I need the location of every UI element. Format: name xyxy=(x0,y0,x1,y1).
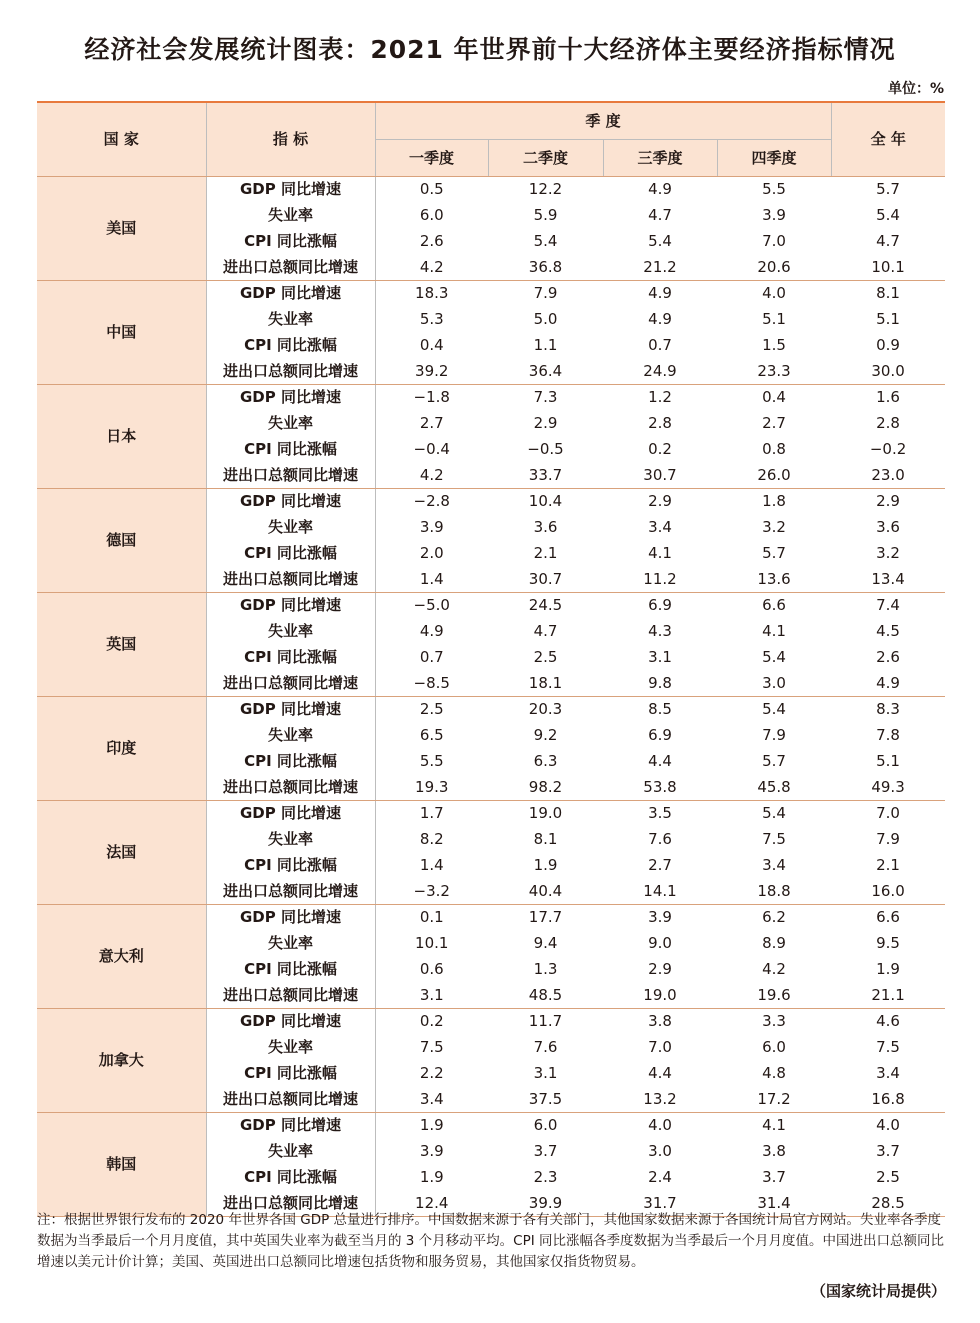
value-cell: 30.0 xyxy=(831,358,945,384)
value-cell: 3.4 xyxy=(375,1086,488,1112)
indicator-label: 失业率 xyxy=(206,931,375,957)
indicator-label: GDP 同比增速 xyxy=(206,697,375,723)
indicator-label: 失业率 xyxy=(206,515,375,541)
value-cell: 2.7 xyxy=(419,414,444,433)
value-cell: 7.5 xyxy=(876,1038,900,1057)
value-cell: 2.5 xyxy=(876,1167,900,1186)
value-cell: 4.8 xyxy=(762,1063,786,1082)
value-cell: 5.7 xyxy=(876,180,900,199)
value-cell: 10.1 xyxy=(415,934,449,953)
indicator-label: 进出口总额同比增速 xyxy=(206,1190,375,1216)
indicator-label: CPI 同比涨幅 xyxy=(206,957,375,983)
value-cell: 2.9 xyxy=(533,414,558,433)
indicator-label: 失业率 xyxy=(206,203,375,229)
value-cell: 2.2 xyxy=(419,1063,444,1082)
value-cell: 1.9 xyxy=(533,855,558,874)
value-cell: 4.9 xyxy=(419,622,444,641)
value-cell: 2.9 xyxy=(648,492,672,511)
header-q1: 一季度 xyxy=(375,140,488,177)
value-cell: 7.9 xyxy=(762,726,786,745)
value-cell: 4.2 xyxy=(762,959,786,978)
value-cell: 7.0 xyxy=(648,1038,672,1057)
value-cell: 4.0 xyxy=(876,1116,900,1135)
value-cell: 5.4 xyxy=(762,647,786,666)
value-cell: 39.9 xyxy=(488,1190,603,1216)
table-row xyxy=(37,489,945,515)
indicator-label: 失业率 xyxy=(206,307,375,333)
value-cell: 9.2 xyxy=(533,726,558,745)
value-cell: 6.0 xyxy=(419,206,444,225)
country-name: 英国 xyxy=(37,593,206,697)
value-cell: 4.1 xyxy=(648,543,672,562)
value-cell: 23.3 xyxy=(717,358,831,384)
value-cell: −0.2 xyxy=(869,439,907,458)
indicator-label: CPI 同比涨幅 xyxy=(206,645,375,671)
value-cell: 20.6 xyxy=(717,254,831,280)
value-cell: 16.8 xyxy=(831,1086,945,1112)
indicator-label: GDP 同比增速 xyxy=(206,905,375,931)
value-cell: 7.3 xyxy=(533,388,558,407)
value-cell: 5.1 xyxy=(762,310,786,329)
value-cell: 1.7 xyxy=(419,804,444,823)
value-cell: 1.8 xyxy=(762,492,786,511)
value-cell: 17.2 xyxy=(717,1086,831,1112)
value-cell: 4.1 xyxy=(762,622,786,641)
value-cell: −3.2 xyxy=(375,878,488,904)
value-cell: 3.3 xyxy=(762,1012,786,1031)
value-cell: 13.4 xyxy=(831,566,945,592)
value-cell: 4.6 xyxy=(876,1012,900,1031)
indicator-label: 进出口总额同比增速 xyxy=(206,566,375,592)
value-cell: 0.4 xyxy=(762,388,786,407)
value-cell: 30.7 xyxy=(603,462,717,488)
value-cell: 2.5 xyxy=(533,647,558,666)
indicator-label: CPI 同比涨幅 xyxy=(206,541,375,567)
indicator-label: 失业率 xyxy=(206,1139,375,1165)
value-cell: 2.9 xyxy=(648,959,672,978)
value-cell: 0.2 xyxy=(648,439,672,458)
value-cell: 1.6 xyxy=(876,388,900,407)
country-name: 印度 xyxy=(37,697,206,801)
value-cell: 6.3 xyxy=(533,751,558,770)
value-cell: 1.4 xyxy=(419,855,444,874)
value-cell: 0.6 xyxy=(419,959,444,978)
value-cell: 8.5 xyxy=(648,700,672,719)
value-cell: 11.2 xyxy=(603,566,717,592)
value-cell: 3.0 xyxy=(717,670,831,696)
value-cell: 8.1 xyxy=(876,284,900,303)
header-indicator: 指 标 xyxy=(206,102,375,177)
value-cell: 7.4 xyxy=(876,596,900,615)
value-cell: 2.0 xyxy=(419,543,444,562)
value-cell: 26.0 xyxy=(717,462,831,488)
value-cell: 5.9 xyxy=(533,206,558,225)
value-cell: 9.0 xyxy=(648,934,672,953)
value-cell: 2.7 xyxy=(648,855,672,874)
value-cell: 3.1 xyxy=(648,647,672,666)
indicator-label: GDP 同比增速 xyxy=(206,1009,375,1035)
country-name: 德国 xyxy=(37,489,206,593)
value-cell: 20.3 xyxy=(528,700,563,719)
value-cell: 8.9 xyxy=(762,934,786,953)
value-cell: −8.5 xyxy=(375,670,488,696)
value-cell: 4.5 xyxy=(876,622,900,641)
table-row xyxy=(37,801,945,827)
indicator-label: GDP 同比增速 xyxy=(206,489,375,515)
value-cell: 18.3 xyxy=(415,284,449,303)
value-cell: 5.4 xyxy=(762,804,786,823)
value-cell: 21.2 xyxy=(603,254,717,280)
value-cell: 2.4 xyxy=(648,1167,672,1186)
value-cell: 8.3 xyxy=(876,700,900,719)
source-credit: （国家统计局提供） xyxy=(810,1282,946,1300)
value-cell: 18.8 xyxy=(717,878,831,904)
value-cell: 21.1 xyxy=(831,982,945,1008)
value-cell: 3.4 xyxy=(648,518,672,537)
indicator-label: GDP 同比增速 xyxy=(206,177,375,203)
value-cell: 9.5 xyxy=(876,934,900,953)
indicator-label: GDP 同比增速 xyxy=(206,801,375,827)
value-cell: 5.5 xyxy=(762,180,786,199)
value-cell: −2.8 xyxy=(413,492,450,511)
table-row xyxy=(37,697,945,723)
value-cell: 12.4 xyxy=(375,1190,488,1216)
footnote: 注：根据世界银行发布的 2020 年世界各国 GDP 总量进行排序。中国数据来源于各有关部门，其他国家数据来源于各国统计局官方网站。失业率各季度数据为当季最后一个月月度值，其中英国失业率为截至当月的 3 个月移动平均。CPI 同比涨幅各季度数据为当季最后一个月月度值。中国进出口总额同比增速以美元计价计算；美国、英国进出口总额同比增速包括货物和服务贸易，其他国家仅指货物贸易。 xyxy=(37,1212,945,1270)
country-name: 中国 xyxy=(37,281,206,385)
country-name: 韩国 xyxy=(37,1113,206,1217)
value-cell: 6.9 xyxy=(648,726,672,745)
value-cell: 3.5 xyxy=(648,804,672,823)
value-cell: 3.2 xyxy=(762,518,786,537)
table-row xyxy=(37,385,945,411)
value-cell: 7.6 xyxy=(648,830,672,849)
value-cell: 4.2 xyxy=(375,254,488,280)
value-cell: 8.1 xyxy=(533,830,558,849)
value-cell: 5.0 xyxy=(533,310,558,329)
value-cell: 19.0 xyxy=(603,982,717,1008)
header-q4: 四季度 xyxy=(717,140,831,177)
value-cell: 4.0 xyxy=(648,1116,672,1135)
value-cell: 4.7 xyxy=(876,231,900,250)
indicator-label: GDP 同比增速 xyxy=(206,593,375,619)
table-row xyxy=(37,905,945,931)
value-cell: 1.3 xyxy=(533,959,558,978)
indicator-label: 进出口总额同比增速 xyxy=(206,358,375,384)
value-cell: 6.0 xyxy=(762,1038,786,1057)
value-cell: 8.2 xyxy=(419,830,444,849)
value-cell: 1.4 xyxy=(375,566,488,592)
value-cell: 6.6 xyxy=(762,596,786,615)
value-cell: 2.8 xyxy=(876,414,900,433)
header-quarter-group: 季 度 xyxy=(375,102,831,140)
value-cell: 28.5 xyxy=(831,1190,945,1216)
table-row xyxy=(37,281,945,307)
value-cell: 4.4 xyxy=(648,751,672,770)
value-cell: 4.3 xyxy=(648,622,672,641)
indicator-label: CPI 同比涨幅 xyxy=(206,333,375,359)
value-cell: 2.7 xyxy=(762,414,786,433)
value-cell: 30.7 xyxy=(488,566,603,592)
country-name: 加拿大 xyxy=(37,1009,206,1113)
value-cell: 4.2 xyxy=(375,462,488,488)
indicator-table xyxy=(37,101,945,1217)
value-cell: 0.7 xyxy=(648,335,672,354)
value-cell: 6.5 xyxy=(419,726,444,745)
unit-label: 单位：% xyxy=(887,81,944,97)
value-cell: 2.3 xyxy=(533,1167,558,1186)
value-cell: 4.9 xyxy=(648,180,672,199)
value-cell: 3.4 xyxy=(876,1063,900,1082)
indicator-label: CPI 同比涨幅 xyxy=(206,1061,375,1087)
indicator-label: 进出口总额同比增速 xyxy=(206,774,375,800)
value-cell: 2.1 xyxy=(876,855,900,874)
value-cell: 0.8 xyxy=(762,439,786,458)
value-cell: 4.1 xyxy=(762,1116,786,1135)
indicator-label: 失业率 xyxy=(206,411,375,437)
value-cell: 98.2 xyxy=(488,774,603,800)
value-cell: 0.1 xyxy=(419,908,444,927)
indicator-label: CPI 同比涨幅 xyxy=(206,1165,375,1191)
value-cell: −5.0 xyxy=(413,596,450,615)
value-cell: 3.8 xyxy=(648,1012,672,1031)
value-cell: 5.7 xyxy=(762,751,786,770)
value-cell: 19.0 xyxy=(528,804,563,823)
value-cell: 1.2 xyxy=(648,388,672,407)
value-cell: 3.9 xyxy=(648,908,672,927)
country-name: 法国 xyxy=(37,801,206,905)
indicator-label: GDP 同比增速 xyxy=(206,281,375,307)
value-cell: 13.2 xyxy=(603,1086,717,1112)
value-cell: −1.8 xyxy=(413,388,450,407)
value-cell: 3.8 xyxy=(762,1142,786,1161)
value-cell: 37.5 xyxy=(488,1086,603,1112)
value-cell: 49.3 xyxy=(831,774,945,800)
indicator-label: 失业率 xyxy=(206,723,375,749)
value-cell: 7.9 xyxy=(533,284,558,303)
value-cell: 31.4 xyxy=(717,1190,831,1216)
value-cell: 0.2 xyxy=(419,1012,444,1031)
value-cell: 39.2 xyxy=(375,358,488,384)
indicator-label: CPI 同比涨幅 xyxy=(206,853,375,879)
value-cell: 45.8 xyxy=(717,774,831,800)
value-cell: 3.9 xyxy=(762,206,786,225)
value-cell: 7.8 xyxy=(876,726,900,745)
value-cell: 5.4 xyxy=(876,206,900,225)
table-body xyxy=(37,177,945,1217)
value-cell: 40.4 xyxy=(488,878,603,904)
value-cell: 3.1 xyxy=(533,1063,558,1082)
value-cell: 33.7 xyxy=(488,462,603,488)
value-cell: 4.9 xyxy=(831,670,945,696)
value-cell: 4.0 xyxy=(762,284,786,303)
value-cell: 5.4 xyxy=(648,231,672,250)
value-cell: 3.6 xyxy=(533,518,558,537)
table-row xyxy=(37,1113,945,1139)
table-row xyxy=(37,1009,945,1035)
value-cell: 6.6 xyxy=(876,908,900,927)
value-cell: 1.9 xyxy=(419,1167,444,1186)
header-q2: 二季度 xyxy=(488,140,603,177)
value-cell: 3.2 xyxy=(876,543,900,562)
value-cell: 36.4 xyxy=(488,358,603,384)
indicator-label: CPI 同比涨幅 xyxy=(206,229,375,255)
value-cell: 2.5 xyxy=(419,700,444,719)
indicator-label: 失业率 xyxy=(206,1035,375,1061)
value-cell: 2.8 xyxy=(648,414,672,433)
value-cell: 7.9 xyxy=(876,830,900,849)
value-cell: 0.9 xyxy=(876,335,900,354)
value-cell: 7.5 xyxy=(762,830,786,849)
value-cell: 3.7 xyxy=(876,1142,900,1161)
value-cell: 12.2 xyxy=(528,180,563,199)
value-cell: 4.9 xyxy=(648,284,672,303)
value-cell: 48.5 xyxy=(488,982,603,1008)
value-cell: 1.9 xyxy=(419,1116,444,1135)
value-cell: 2.6 xyxy=(876,647,900,666)
value-cell: 3.9 xyxy=(419,1142,444,1161)
indicator-label: 进出口总额同比增速 xyxy=(206,670,375,696)
indicator-label: 进出口总额同比增速 xyxy=(206,462,375,488)
value-cell: 14.1 xyxy=(603,878,717,904)
header-country: 国 家 xyxy=(37,102,206,177)
country-name: 意大利 xyxy=(37,905,206,1009)
value-cell: 24.5 xyxy=(528,596,563,615)
value-cell: 7.6 xyxy=(533,1038,558,1057)
indicator-label: 进出口总额同比增速 xyxy=(206,878,375,904)
country-name: 日本 xyxy=(37,385,206,489)
value-cell: 0.5 xyxy=(419,180,444,199)
value-cell: 19.3 xyxy=(375,774,488,800)
value-cell: 1.9 xyxy=(876,959,900,978)
page-title: 经济社会发展统计图表：2021 年世界前十大经济体主要经济指标情况 xyxy=(84,35,896,64)
value-cell: 5.3 xyxy=(419,310,444,329)
indicator-label: 失业率 xyxy=(206,619,375,645)
table-row xyxy=(37,177,945,203)
value-cell: 2.6 xyxy=(419,231,444,250)
value-cell: 4.7 xyxy=(533,622,558,641)
value-cell: 3.9 xyxy=(419,518,444,537)
value-cell: 24.9 xyxy=(603,358,717,384)
value-cell: 3.1 xyxy=(375,982,488,1008)
value-cell: 3.7 xyxy=(533,1142,558,1161)
value-cell: 4.7 xyxy=(648,206,672,225)
value-cell: 5.5 xyxy=(419,751,444,770)
value-cell: 18.1 xyxy=(488,670,603,696)
value-cell: 16.0 xyxy=(831,878,945,904)
value-cell: 5.7 xyxy=(762,543,786,562)
value-cell: 5.4 xyxy=(762,700,786,719)
value-cell: 4.4 xyxy=(648,1063,672,1082)
indicator-label: 进出口总额同比增速 xyxy=(206,254,375,280)
indicator-label: CPI 同比涨幅 xyxy=(206,749,375,775)
value-cell: 1.5 xyxy=(762,335,786,354)
value-cell: 9.8 xyxy=(603,670,717,696)
value-cell: 11.7 xyxy=(528,1012,563,1031)
value-cell: 7.0 xyxy=(762,231,786,250)
value-cell: 3.6 xyxy=(876,518,900,537)
indicator-label: CPI 同比涨幅 xyxy=(206,437,375,463)
value-cell: 7.0 xyxy=(876,804,900,823)
value-cell: 5.1 xyxy=(876,310,900,329)
value-cell: −0.5 xyxy=(527,439,564,458)
value-cell: 23.0 xyxy=(831,462,945,488)
header-year: 全 年 xyxy=(831,102,945,177)
value-cell: 31.7 xyxy=(603,1190,717,1216)
value-cell: 0.4 xyxy=(419,335,444,354)
value-cell: 19.6 xyxy=(717,982,831,1008)
value-cell: 17.7 xyxy=(528,908,563,927)
value-cell: 13.6 xyxy=(717,566,831,592)
indicator-label: GDP 同比增速 xyxy=(206,385,375,411)
value-cell: 0.7 xyxy=(419,647,444,666)
value-cell: 10.4 xyxy=(528,492,563,511)
value-cell: 7.5 xyxy=(419,1038,444,1057)
value-cell: 3.7 xyxy=(762,1167,786,1186)
value-cell: 5.4 xyxy=(533,231,558,250)
value-cell: 1.1 xyxy=(533,335,558,354)
value-cell: 5.1 xyxy=(876,751,900,770)
header-q3: 三季度 xyxy=(603,140,717,177)
value-cell: −0.4 xyxy=(413,439,450,458)
value-cell: 3.0 xyxy=(648,1142,672,1161)
indicator-label: 进出口总额同比增速 xyxy=(206,1086,375,1112)
value-cell: 2.9 xyxy=(876,492,900,511)
table-row xyxy=(37,593,945,619)
indicator-label: 进出口总额同比增速 xyxy=(206,982,375,1008)
value-cell: 53.8 xyxy=(603,774,717,800)
value-cell: 6.0 xyxy=(533,1116,558,1135)
value-cell: 36.8 xyxy=(488,254,603,280)
country-name: 美国 xyxy=(37,177,206,281)
indicator-label: GDP 同比增速 xyxy=(206,1113,375,1139)
value-cell: 9.4 xyxy=(533,934,558,953)
value-cell: 4.9 xyxy=(648,310,672,329)
value-cell: 6.9 xyxy=(648,596,672,615)
table-header xyxy=(37,102,945,177)
value-cell: 3.4 xyxy=(762,855,786,874)
indicator-label: 失业率 xyxy=(206,827,375,853)
value-cell: 6.2 xyxy=(762,908,786,927)
value-cell: 2.1 xyxy=(533,543,558,562)
value-cell: 10.1 xyxy=(831,254,945,280)
